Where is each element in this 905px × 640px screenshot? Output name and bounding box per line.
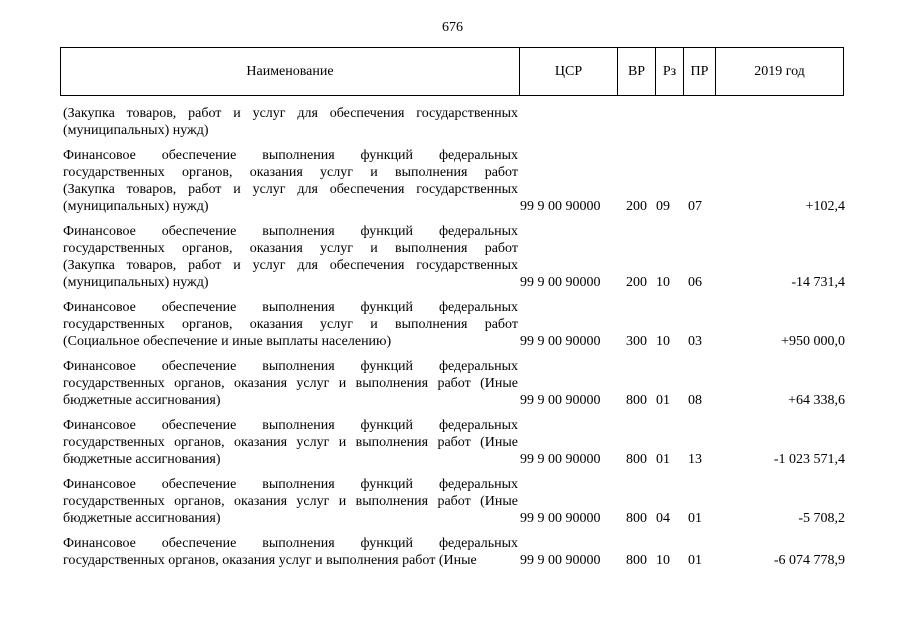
row-name-line: государственных органов, оказания услуг и выполнения работ (Иные	[63, 435, 518, 450]
row-pr: 03	[688, 334, 702, 349]
row-name-line: (муниципальных) нужд)	[63, 275, 209, 290]
table-row	[0, 147, 905, 215]
row-pr: 06	[688, 275, 702, 290]
row-name-line: (муниципальных) нужд)	[63, 123, 209, 138]
header-csr: ЦСР	[519, 48, 617, 95]
row-vr: 800	[626, 393, 647, 408]
row-csr: 99 9 00 90000	[520, 334, 601, 349]
row-name-line: (Закупка товаров, работ и услуг для обеспечения государственных	[63, 258, 518, 273]
row-name	[63, 358, 518, 409]
row-name-line: бюджетные ассигнования)	[63, 393, 221, 408]
row-name	[63, 223, 518, 291]
row-name-line: бюджетные ассигнования)	[63, 452, 221, 467]
row-name-line: (Закупка товаров, работ и услуг для обеспечения государственных	[63, 106, 518, 121]
row-pr: 07	[688, 199, 702, 214]
row-vr: 300	[626, 334, 647, 349]
row-name-line: (Социальное обеспечение и иные выплаты населению)	[63, 334, 392, 349]
row-rz: 10	[656, 553, 670, 568]
row-rz: 10	[656, 275, 670, 290]
row-value: +64 338,6	[788, 393, 845, 408]
row-csr: 99 9 00 90000	[520, 452, 601, 467]
table-row	[0, 535, 905, 569]
row-name	[63, 299, 518, 350]
row-name-line: государственных органов, оказания услуг и выполнения работ (Иные	[63, 376, 518, 391]
row-name	[63, 476, 518, 527]
header-rz: Рз	[655, 48, 683, 95]
row-name-line: Финансовое обеспечение выполнения функций федеральных	[63, 418, 518, 433]
row-vr: 200	[626, 199, 647, 214]
row-name-line: Финансовое обеспечение выполнения функций федеральных	[63, 359, 518, 374]
row-name-line: бюджетные ассигнования)	[63, 511, 221, 526]
row-name-line: (Закупка товаров, работ и услуг для обеспечения государственных	[63, 182, 518, 197]
row-name	[63, 147, 518, 215]
header-name: Наименование	[246, 63, 334, 79]
row-rz: 01	[656, 452, 670, 467]
row-rz: 09	[656, 199, 670, 214]
row-rz: 01	[656, 393, 670, 408]
row-value: +102,4	[805, 199, 845, 214]
row-rz: 04	[656, 511, 670, 526]
row-name-line: государственных органов, оказания услуг и выполнения работ (Иные	[63, 494, 518, 509]
row-pr: 08	[688, 393, 702, 408]
row-value: -1 023 571,4	[773, 452, 845, 467]
table-header	[60, 47, 844, 96]
table-row	[0, 299, 905, 350]
header-pr: ПР	[683, 48, 715, 95]
row-name	[63, 105, 518, 139]
table-row	[0, 358, 905, 409]
header-year: 2019 год	[715, 48, 843, 95]
row-vr: 800	[626, 553, 647, 568]
row-value: -5 708,2	[798, 511, 845, 526]
row-name-line: (муниципальных) нужд)	[63, 199, 209, 214]
row-rz: 10	[656, 334, 670, 349]
row-value: +950 000,0	[781, 334, 845, 349]
row-csr: 99 9 00 90000	[520, 553, 601, 568]
row-csr: 99 9 00 90000	[520, 393, 601, 408]
page-number: 676	[442, 20, 463, 35]
row-name-line: Финансовое обеспечение выполнения функций федеральных	[63, 300, 518, 315]
row-value: -14 731,4	[791, 275, 845, 290]
row-name	[63, 417, 518, 468]
row-csr: 99 9 00 90000	[520, 275, 601, 290]
row-value: -6 074 778,9	[773, 553, 845, 568]
table-row	[0, 223, 905, 291]
row-vr: 800	[626, 511, 647, 526]
table-row	[0, 105, 905, 139]
table-body	[0, 105, 905, 577]
row-vr: 200	[626, 275, 647, 290]
row-pr: 13	[688, 452, 702, 467]
row-name-line: Финансовое обеспечение выполнения функций федеральных	[63, 536, 518, 551]
row-csr: 99 9 00 90000	[520, 511, 601, 526]
row-name-line: Финансовое обеспечение выполнения функций федеральных	[63, 477, 518, 492]
row-csr: 99 9 00 90000	[520, 199, 601, 214]
row-pr: 01	[688, 553, 702, 568]
row-name-line: государственных органов, оказания услуг и выполнения работ	[63, 241, 518, 256]
row-vr: 800	[626, 452, 647, 467]
row-name-line: государственных органов, оказания услуг и выполнения работ	[63, 165, 518, 180]
row-name-line: государственных органов, оказания услуг и выполнения работ (Иные	[63, 553, 477, 568]
header-vr: ВР	[617, 48, 655, 95]
row-name-line: государственных органов, оказания услуг и выполнения работ	[63, 317, 518, 332]
row-pr: 01	[688, 511, 702, 526]
row-name-line: Финансовое обеспечение выполнения функций федеральных	[63, 224, 518, 239]
row-name	[63, 535, 518, 569]
table-row	[0, 476, 905, 527]
table-row	[0, 417, 905, 468]
row-name-line: Финансовое обеспечение выполнения функций федеральных	[63, 148, 518, 163]
